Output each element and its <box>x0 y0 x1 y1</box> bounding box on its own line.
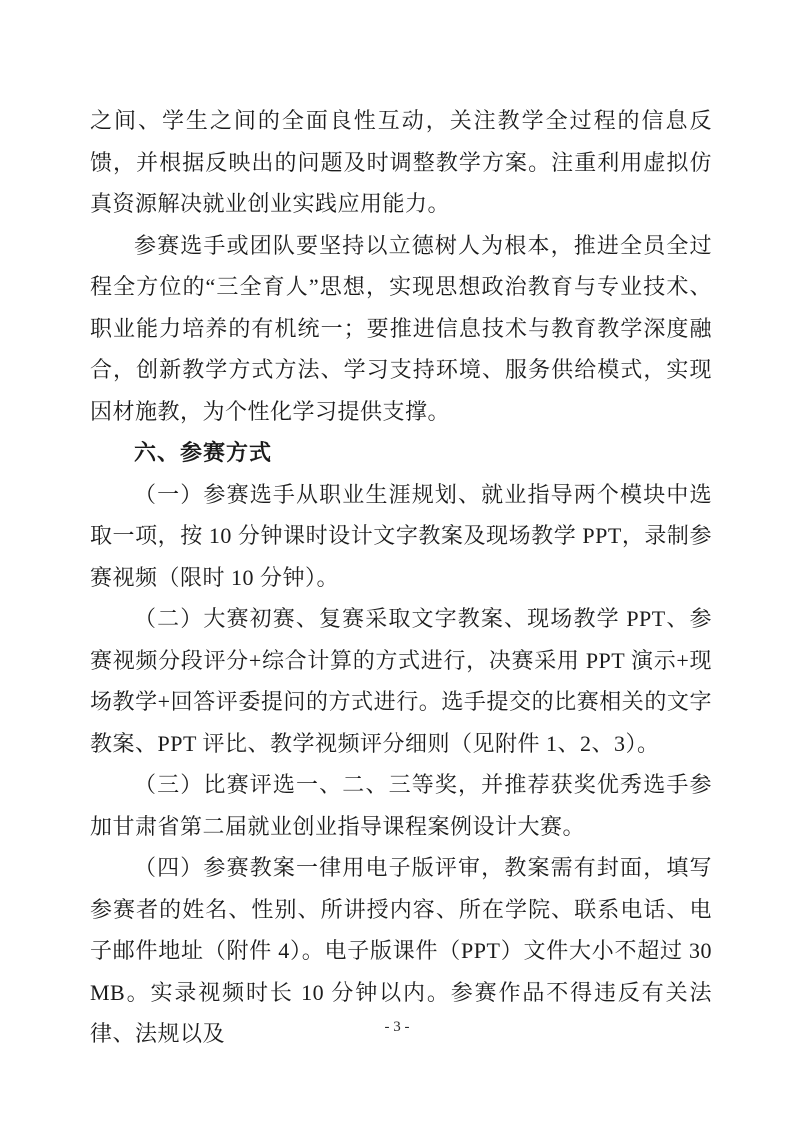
paragraph: 参赛选手或团队要坚持以立德树人为根本，推进全员全过程全方位的“三全育人”思想，实现思想政治教育与专业技术、职业能力培养的有机统一；要推进信息技术与教育教学深度融合，创新教学方式方法、学习支持环境、服务供给模式，实现因材施教，为个性化学习提供支撑。 <box>90 232 713 424</box>
paragraph-item-3: （三）比赛评选一、二、三等奖，并推荐获奖优秀选手参加甘肃省第二届就业创业指导课程案例设计大赛。 <box>90 772 712 839</box>
section-heading: 六、参赛方式 <box>134 440 273 465</box>
paragraph-item-2: （二）大赛初赛、复赛采取文字教案、现场教学 PPT、参赛视频分段评分+综合计算的方式进行，决赛采用 PPT 演示+现场教学+回答评委提问的方式进行。选手提交的比赛相关的文字教案、PPT 评比、教学视频评分细则（见附件 1、2、3）。 <box>90 606 712 756</box>
paragraph-item-1: （一）参赛选手从职业生涯规划、就业指导两个模块中选取一项，按 10 分钟课时设计文字教案及现场教学 PPT，录制参赛视频（限时 10 分钟）。 <box>90 481 712 590</box>
paragraph-item-4: （四）参赛教案一律用电子版评审，教案需有封面，填写参赛者的姓名、性别、所讲授内容、所在学院、联系电话、电子邮件地址（附件 4）。电子版课件（PPT）文件大小不超过 30MB。实录视频时长 10 分钟以内。参赛作品不得违反有关法律、法规以及 <box>90 855 712 1046</box>
document-body <box>90 100 712 1055</box>
paragraph-continuation: 之间、学生之间的全面良性互动，关注教学全过程的信息反馈，并根据反映出的问题及时调整教学方案。注重利用虚拟仿真资源解决就业创业实践应用能力。 <box>90 108 712 216</box>
page-number: - 3 - <box>384 1019 410 1035</box>
